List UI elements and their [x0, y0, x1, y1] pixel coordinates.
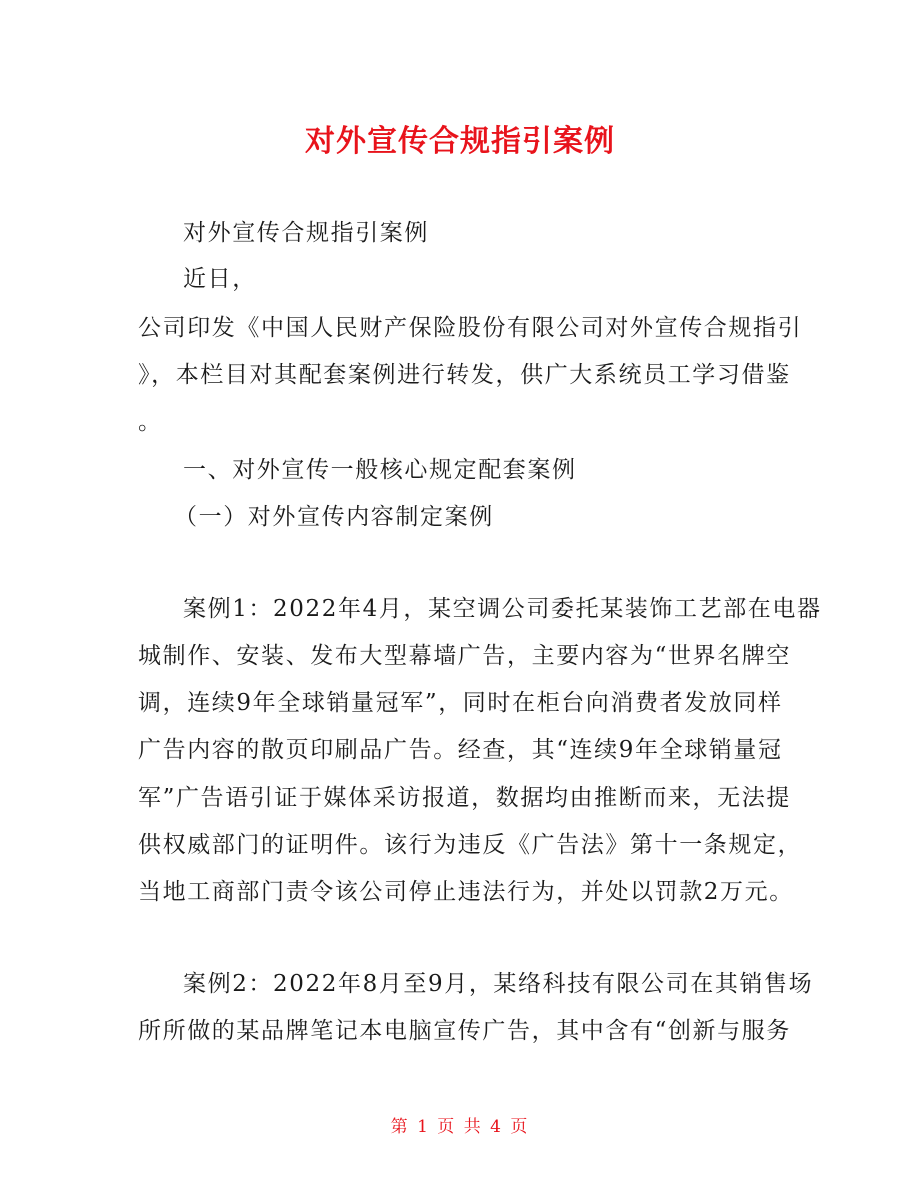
section-heading: 一、对外宣传一般核心规定配套案例: [183, 457, 577, 483]
paragraph-line: 广告内容的散页印刷品广告。经查，其“连续9年全球销量冠: [138, 737, 783, 763]
paragraph-line: 》，本栏目对其配套案例进行转发，供广大系统员工学习借鉴: [138, 362, 791, 388]
paragraph-line: 公司印发《中国人民财产保险股份有限公司对外宣传合规指引: [138, 315, 803, 341]
paragraph-line: 近日，: [183, 266, 257, 292]
paragraph-line: 。: [138, 409, 163, 435]
paragraph-line: 军”广告语引证于媒体采访报道，数据均由推断而来，无法提: [138, 785, 791, 811]
page-number: 第 1 页 共 4 页: [390, 1117, 530, 1137]
subsection-heading: （一）对外宣传内容制定案例: [174, 504, 494, 530]
paragraph-line: 当地工商部门责令该公司停止违法行为，并处以罚款2万元。: [138, 879, 794, 905]
paragraph-line: 供权威部门的证明件。该行为违反《广告法》第十一条规定，: [138, 832, 803, 858]
paragraph-line: 案例1：2022年4月，某空调公司委托某装饰工艺部在电器: [183, 596, 822, 622]
document-title: 对外宣传合规指引案例: [305, 124, 615, 159]
paragraph-line: 案例2：2022年8月至9月，某络科技有限公司在其销售场: [183, 971, 814, 997]
subtitle-line: 对外宣传合规指引案例: [183, 220, 429, 246]
paragraph-line: 所所做的某品牌笔记本电脑宣传广告，其中含有“创新与服务: [138, 1018, 791, 1044]
paragraph-line: 城制作、安装、发布大型幕墙广告，主要内容为“世界名牌空: [138, 643, 791, 669]
paragraph-line: 调，连续9年全球销量冠军”，同时在柜台向消费者发放同样: [138, 690, 783, 716]
